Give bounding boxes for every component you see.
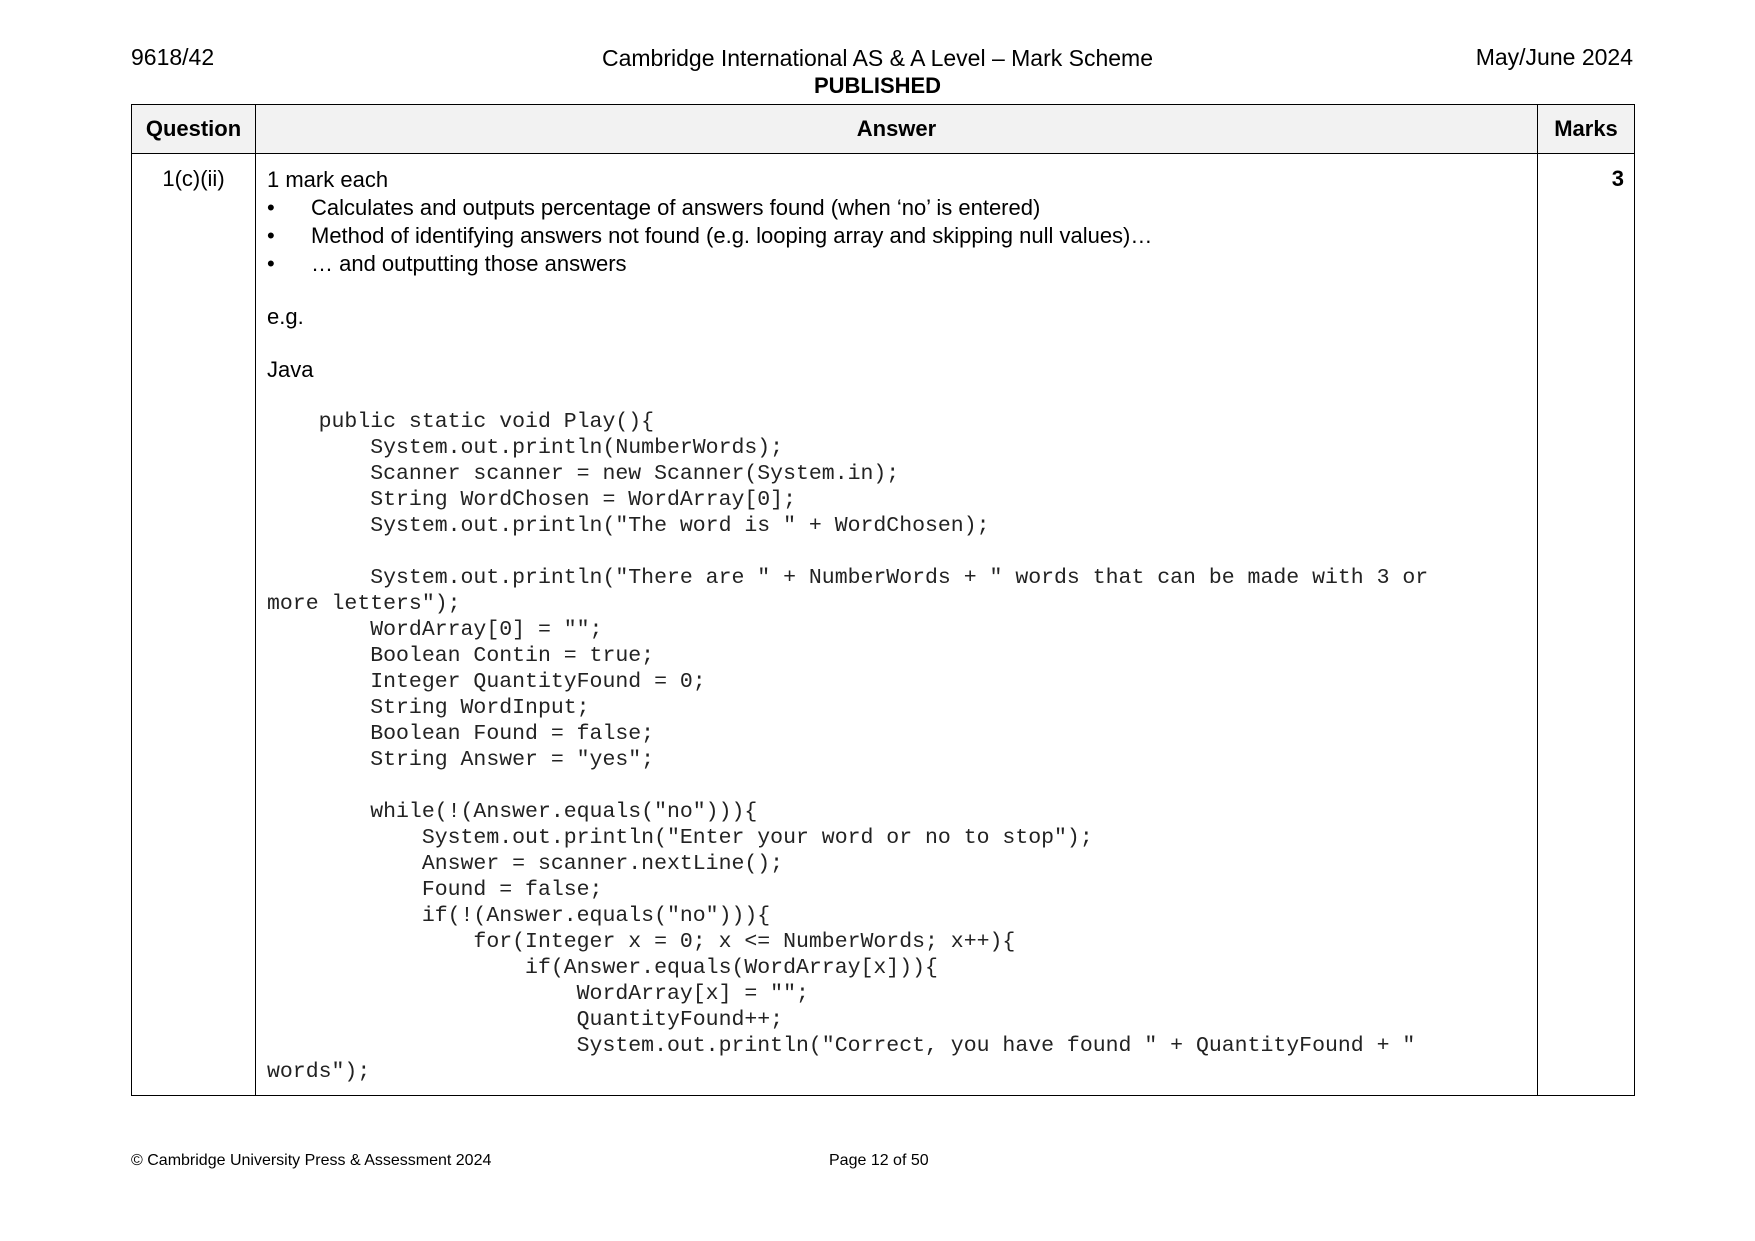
language-label: Java (267, 357, 314, 382)
marking-point (267, 194, 1527, 222)
bullet-icon: • (267, 251, 275, 276)
mark-scheme-table (131, 104, 1635, 1096)
marking-point (267, 222, 1527, 250)
marking-point-text: Calculates and outputs percentage of answers found (when ‘no’ is entered) (311, 195, 1041, 220)
marking-point (267, 250, 1527, 278)
copyright-notice: © Cambridge University Press & Assessment 2024 (131, 1152, 492, 1169)
page-number: Page 12 of 50 (829, 1152, 929, 1169)
document-title: Cambridge International AS & A Level – Mark Scheme (601, 45, 1154, 71)
marks-value: 3 (1538, 154, 1635, 1096)
marking-intro: 1 mark each (267, 167, 389, 192)
exam-session: May/June 2024 (1475, 44, 1633, 70)
answer-column-header: Answer (256, 105, 1538, 154)
published-label: PUBLISHED (813, 73, 942, 98)
marking-point-text: Method of identifying answers not found (e.g. looping array and skipping null values)… (311, 223, 1153, 248)
question-number: 1(c)(ii) (132, 154, 256, 1096)
paper-code: 9618/42 (131, 44, 215, 70)
example-label: e.g. (267, 304, 304, 329)
marking-points-list (267, 194, 1527, 278)
table-row (132, 154, 1635, 1096)
marks-column-header: Marks (1538, 105, 1635, 154)
code-sample: public static void Play(){ System.out.println(NumberWords); Scanner scanner = new Scanner(System.in); String WordChosen = WordArray[0]; System.out.println("The word is " + WordChosen); System.out.println("There are " + NumberWords + " words that can be made with 3 or more letters"); WordArray[0] = ""; Boolean Contin = true; Integer QuantityFound = 0; String WordInput; Boolean Found = false; String Answer = "yes"; while(!(Answer.equals("no"))){ System.out.println("Enter your word or no to stop"); Answer = scanner.nextLine(); Found = false; if(!(Answer.equals("no"))){ for(Integer x = 0; x <= NumberWords; x++){ if(Answer.equals(WordArray[x])){ WordArray[x] = ""; QuantityFound++; System.out.println("Correct, you have found " + QuantityFound + " words"); (267, 410, 1429, 1084)
bullet-icon: • (267, 223, 275, 248)
marking-point-text: … and outputting those answers (311, 251, 627, 276)
table-header-row (132, 105, 1635, 154)
question-column-header: Question (132, 105, 256, 154)
bullet-icon: • (267, 195, 275, 220)
answer-cell (256, 154, 1538, 1096)
